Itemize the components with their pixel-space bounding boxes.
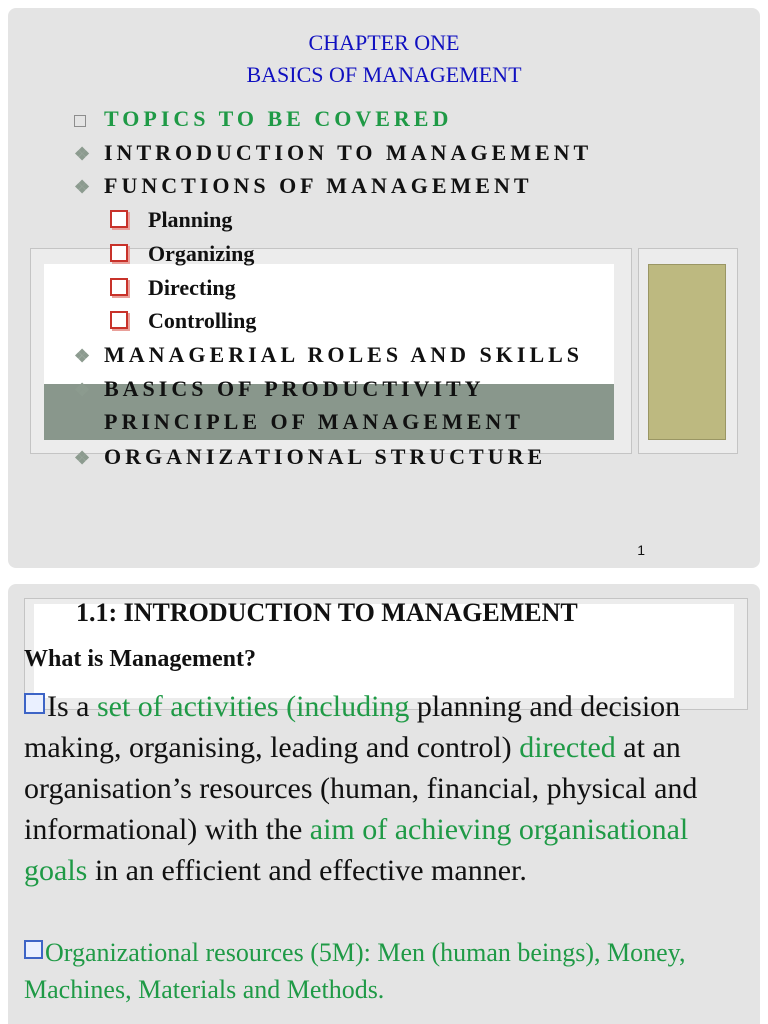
slide-2 <box>8 584 760 1024</box>
definition-paragraph <box>24 686 750 891</box>
topic-item <box>74 140 592 166</box>
checkbox-bullet-icon <box>24 693 45 714</box>
function-item <box>110 308 256 334</box>
text-run: Is a <box>47 690 97 723</box>
diamond-bullet-icon: ❖ <box>74 177 91 197</box>
diamond-bullet-icon: ❖ <box>74 144 91 164</box>
page-number: 1 <box>637 542 645 558</box>
highlight-run: aim of achieving organisational goals <box>24 813 689 887</box>
topic-label: PRINCIPLE OF MANAGEMENT <box>104 409 524 434</box>
topic-item <box>74 173 533 199</box>
topic-item <box>74 342 583 368</box>
text-run: at an organisation’s resources (human, financial, physical and informational) with the <box>24 731 698 846</box>
function-item <box>110 207 232 233</box>
topic-label: MANAGERIAL ROLES AND SKILLS <box>104 342 584 367</box>
chapter-subtitle: BASICS OF MANAGEMENT <box>246 62 522 87</box>
function-label: Directing <box>148 275 236 300</box>
topic-item <box>74 409 524 435</box>
checkbox-bullet-icon <box>110 311 128 329</box>
highlight-run: set of activities (including <box>96 690 410 723</box>
resources-paragraph <box>24 934 754 1008</box>
topic-label: BASICS OF PRODUCTIVITY <box>104 376 485 401</box>
text-run: in an efficient and effective manner. <box>87 854 527 887</box>
diamond-bullet-icon: ❖ <box>74 346 91 366</box>
topic-label: ORGANIZATIONAL STRUCTURE <box>104 444 547 469</box>
checkbox-bullet-icon <box>24 940 43 959</box>
diamond-bullet-icon: ❖ <box>74 380 91 400</box>
question-heading: What is Management? <box>24 646 256 672</box>
function-label: Organizing <box>148 241 255 266</box>
function-item <box>110 275 236 301</box>
topic-item <box>74 376 485 402</box>
resources-text: Organizational resources (5M): Men (human beings), Money, Machines, Materials and Methods. <box>24 938 686 1004</box>
section-heading: 1.1: INTRODUCTION TO MANAGEMENT <box>76 598 578 627</box>
diamond-bullet-icon: ❖ <box>74 448 91 468</box>
topics-header <box>74 106 452 132</box>
highlight-run: directed <box>519 731 616 764</box>
square-bullet-icon <box>74 115 86 127</box>
function-label: Controlling <box>148 308 257 333</box>
checkbox-bullet-icon <box>110 244 128 262</box>
function-item <box>110 241 254 267</box>
checkbox-bullet-icon <box>110 278 128 296</box>
checkbox-bullet-icon <box>110 210 128 228</box>
chapter-title: CHAPTER ONE <box>308 30 460 55</box>
topic-item <box>74 444 546 470</box>
topics-header-label: TOPICS TO BE COVERED <box>104 106 453 131</box>
decorative-olive-box <box>648 264 726 440</box>
function-label: Planning <box>148 207 233 232</box>
slide-1 <box>8 8 760 568</box>
text-run: planning and decision making, organising, leading and control) <box>24 690 681 764</box>
topic-label: INTRODUCTION TO MANAGEMENT <box>104 140 593 165</box>
topic-label: FUNCTIONS OF MANAGEMENT <box>104 173 533 198</box>
